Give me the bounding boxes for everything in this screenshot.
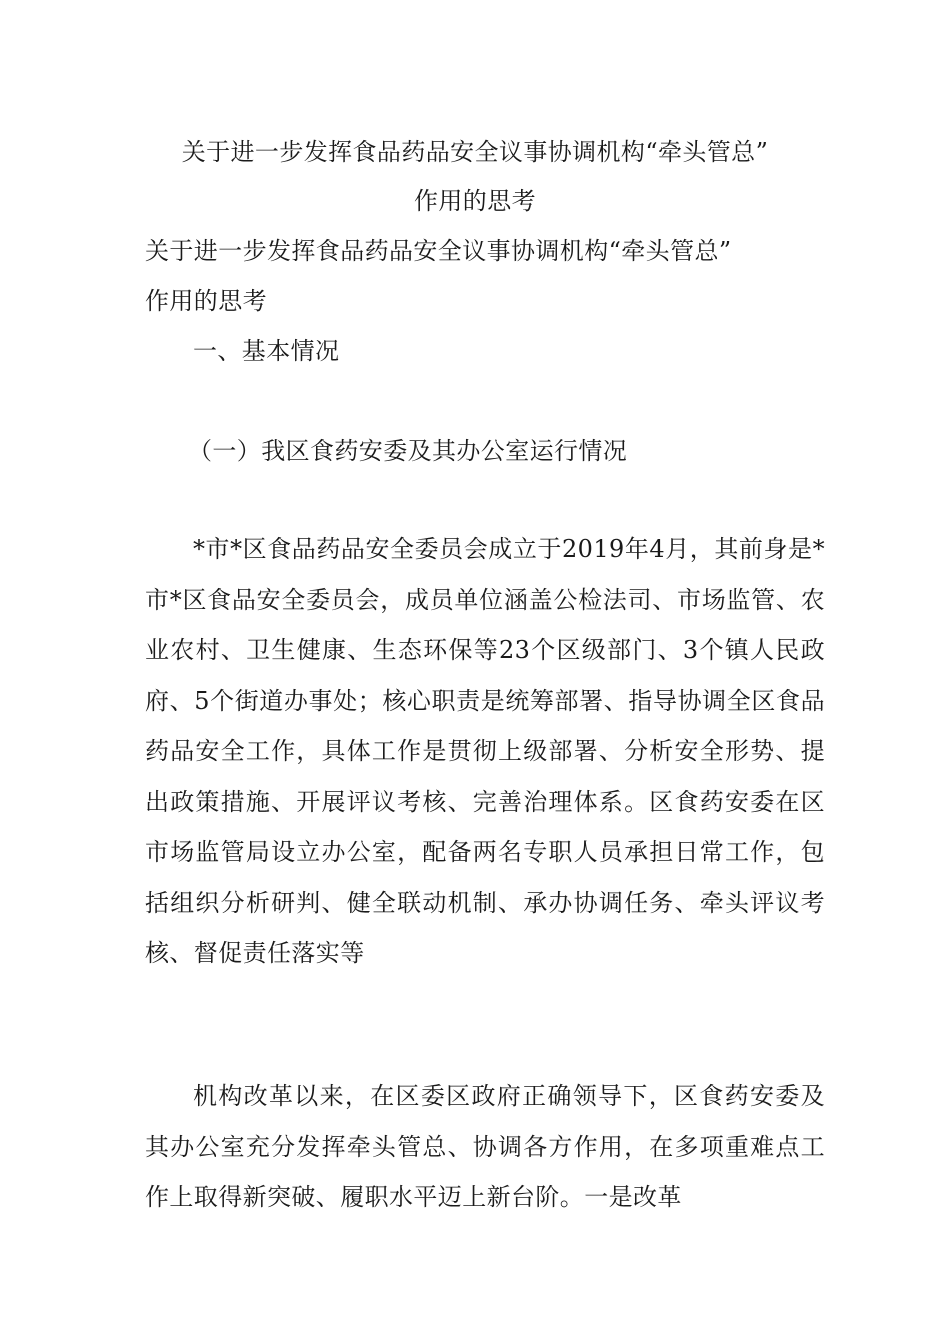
repeat-title-line-1: 关于进一步发挥食品药品安全议事协调机构“牵头管总” — [145, 237, 732, 265]
paragraph-1: *市*区食品药品安全委员会成立于2019年4月，其前身是*市*区食品安全委员会，成员单位涵盖公检法司、市场监管、农业农村、卫生健康、生态环保等23个区级部门、3个镇人民政府、5个街道办事处；核心职责是统筹部署、指导协调全区食品药品安全工作，具体工作是贯彻上级部署、分析安全形势、提出政策措施、开展评议考核、完善治理体系。区食药安委在区市场监管局设立办公室，配备两名专职人员承担日常工作，包括组织分析研判、健全联动机制、承办协调任务、牵头评议考核、督促责任落实等 — [145, 535, 825, 967]
title-line-1: 关于进一步发挥食品药品安全议事协调机构“牵头管总” — [181, 138, 769, 166]
repeat-title-line-2: 作用的思考 — [145, 287, 267, 315]
subsection-heading: （一）我区食药安委及其办公室运行情况 — [188, 437, 628, 465]
paragraph-2: 机构改革以来，在区委区政府正确领导下，区食药安委及其办公室充分发挥牵头管总、协调各方作用，在多项重难点工作上取得新突破、履职水平迈上新台阶。一是改革 — [145, 1082, 825, 1211]
title-line-2: 作用的思考 — [414, 187, 536, 215]
section-heading: 一、基本情况 — [193, 337, 340, 365]
